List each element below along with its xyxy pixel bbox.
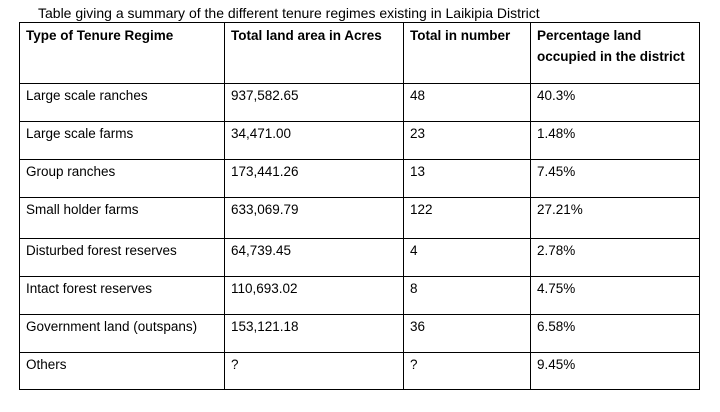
cell-land-area: 64,739.45: [225, 239, 404, 277]
table-row: [20, 277, 700, 315]
cell-total-number: ?: [404, 353, 531, 390]
cell-land-area: ?: [225, 353, 404, 390]
cell-total-number: 4: [404, 239, 531, 277]
cell-land-area: 153,121.18: [225, 315, 404, 353]
table-header-row: [20, 23, 700, 84]
cell-tenure-type: Large scale ranches: [20, 84, 225, 122]
cell-tenure-type: Government land (outspans): [20, 315, 225, 353]
header-land-area: Total land area in Acres: [225, 23, 404, 84]
cell-percentage: 27.21%: [531, 198, 700, 239]
cell-tenure-type: Group ranches: [20, 160, 225, 198]
cell-land-area: 937,582.65: [225, 84, 404, 122]
cell-land-area: 110,693.02: [225, 277, 404, 315]
header-tenure-type: Type of Tenure Regime: [20, 23, 225, 84]
cell-tenure-type: Intact forest reserves: [20, 277, 225, 315]
table-row: [20, 122, 700, 160]
table-caption: Table giving a summary of the different tenure regimes existing in Laikipia District: [38, 5, 540, 21]
cell-land-area: 633,069.79: [225, 198, 404, 239]
cell-percentage: 4.75%: [531, 277, 700, 315]
cell-percentage: 7.45%: [531, 160, 700, 198]
cell-total-number: 13: [404, 160, 531, 198]
cell-total-number: 122: [404, 198, 531, 239]
cell-total-number: 23: [404, 122, 531, 160]
cell-tenure-type: Large scale farms: [20, 122, 225, 160]
header-percentage: Percentage land occupied in the district: [531, 23, 700, 84]
table-row: [20, 160, 700, 198]
table-row: [20, 239, 700, 277]
cell-total-number: 8: [404, 277, 531, 315]
cell-land-area: 173,441.26: [225, 160, 404, 198]
cell-percentage: 1.48%: [531, 122, 700, 160]
cell-percentage: 9.45%: [531, 353, 700, 390]
cell-percentage: 6.58%: [531, 315, 700, 353]
cell-tenure-type: Small holder farms: [20, 198, 225, 239]
tenure-table: [19, 22, 700, 390]
header-total-number: Total in number: [404, 23, 531, 84]
table-row: [20, 315, 700, 353]
table-row: [20, 353, 700, 390]
table-row: [20, 84, 700, 122]
cell-total-number: 36: [404, 315, 531, 353]
cell-total-number: 48: [404, 84, 531, 122]
cell-tenure-type: Disturbed forest reserves: [20, 239, 225, 277]
table-row: [20, 198, 700, 239]
cell-land-area: 34,471.00: [225, 122, 404, 160]
cell-tenure-type: Others: [20, 353, 225, 390]
cell-percentage: 40.3%: [531, 84, 700, 122]
cell-percentage: 2.78%: [531, 239, 700, 277]
